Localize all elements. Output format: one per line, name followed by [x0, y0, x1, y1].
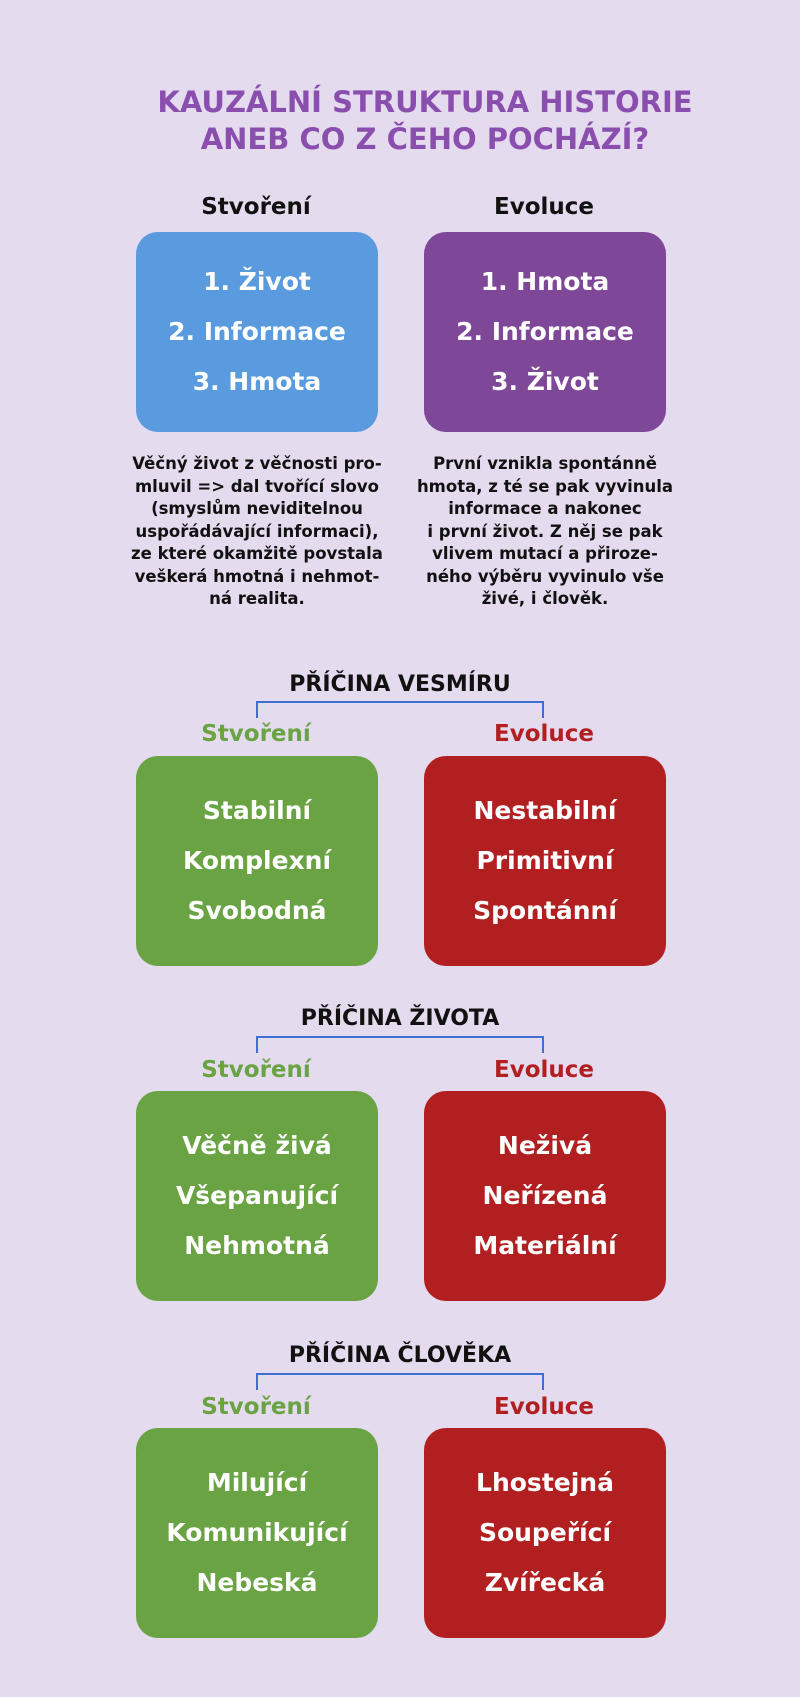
evolution-order-box — [424, 232, 666, 432]
page-title — [0, 84, 800, 158]
section-bracket — [256, 1373, 544, 1390]
life-evolution-item: Neživá — [497, 1131, 593, 1160]
life-evolution-item: Neřízená — [482, 1181, 608, 1210]
life-evolution-label: Evoluce — [494, 1057, 594, 1083]
universe-creation-item: Komplexní — [182, 846, 332, 875]
section-title-human: PŘÍČINA ČLOVĚKA — [288, 1343, 512, 1368]
creation-description-line: Věčný život z věčnosti pro- — [132, 454, 382, 473]
creation-description-line: ze které okamžitě povstala — [131, 544, 383, 563]
evolution-order-item: 2. Informace — [456, 317, 634, 346]
evolution-description-line: První vznikla spontánně — [433, 454, 657, 473]
creation-order-box — [136, 232, 378, 432]
life-creation-item: Nehmotná — [184, 1231, 330, 1260]
human-evolution-item: Zvířecká — [484, 1568, 606, 1597]
life-creation-item: Všepanující — [175, 1181, 339, 1210]
human-evolution-item: Lhostejná — [476, 1468, 614, 1497]
creation-order-item: 3. Hmota — [192, 367, 322, 396]
evolution-order-item: 3. Život — [491, 367, 599, 396]
universe-evolution-item: Spontánní — [473, 896, 617, 925]
evolution-description — [410, 453, 680, 611]
evolution-order-item: 1. Hmota — [480, 267, 610, 296]
section-bracket — [256, 701, 544, 718]
creation-order-item: 1. Život — [203, 267, 311, 296]
universe-creation-label: Stvoření — [201, 721, 311, 747]
evolution-description-line: ného výběru vyvinulo vše — [426, 566, 664, 586]
section-bracket — [256, 1036, 544, 1053]
evolution-description-line: i první život. Z něj se pak — [427, 521, 663, 541]
universe-evolution-box — [424, 756, 666, 966]
section-title-life: PŘÍČINA ŽIVOTA — [300, 1006, 500, 1031]
top-right-heading: Evoluce — [494, 194, 594, 220]
title-line-1: KAUZÁLNÍ STRUKTURA HISTORIE — [157, 85, 693, 119]
creation-description-line: (smyslům neviditelnou — [151, 499, 363, 518]
evolution-description-line: živé, i člověk. — [481, 589, 609, 608]
creation-description-line: uspořádávající informaci), — [135, 521, 379, 541]
human-evolution-item: Soupeřící — [478, 1518, 612, 1547]
creation-description — [122, 453, 392, 611]
creation-order-item: 2. Informace — [168, 317, 346, 346]
evolution-description-line: hmota, z té se pak vyvinula — [416, 476, 674, 496]
life-creation-item: Věčně živá — [182, 1131, 332, 1160]
creation-description-line: mluvil => dal tvořící slovo — [134, 476, 379, 496]
universe-creation-box — [136, 756, 378, 966]
creation-description-line: ná realita. — [209, 589, 305, 608]
life-creation-box — [136, 1091, 378, 1301]
universe-evolution-item: Nestabilní — [473, 796, 617, 825]
human-creation-item: Nebeská — [196, 1568, 318, 1597]
human-evolution-label: Evoluce — [494, 1394, 594, 1420]
evolution-description-line: informace a nakonec — [448, 499, 642, 518]
human-evolution-box — [424, 1428, 666, 1638]
universe-evolution-item: Primitivní — [476, 846, 614, 875]
title-line-2: ANEB CO Z ČEHO POCHÁZÍ? — [200, 122, 650, 156]
universe-evolution-label: Evoluce — [494, 721, 594, 747]
human-creation-item: Komunikující — [166, 1518, 348, 1547]
evolution-description-line: vlivem mutací a přiroze- — [432, 544, 658, 563]
top-left-heading: Stvoření — [201, 194, 311, 220]
human-creation-label: Stvoření — [201, 1394, 311, 1420]
life-evolution-box — [424, 1091, 666, 1301]
life-creation-label: Stvoření — [201, 1057, 311, 1083]
universe-creation-item: Svobodná — [187, 896, 327, 925]
section-title-universe: PŘÍČINA VESMÍRU — [289, 672, 511, 697]
universe-creation-item: Stabilní — [202, 796, 312, 825]
life-evolution-item: Materiální — [473, 1231, 617, 1260]
creation-description-line: veškerá hmotná i nehmot- — [134, 566, 380, 586]
human-creation-item: Milující — [206, 1468, 308, 1497]
human-creation-box — [136, 1428, 378, 1638]
